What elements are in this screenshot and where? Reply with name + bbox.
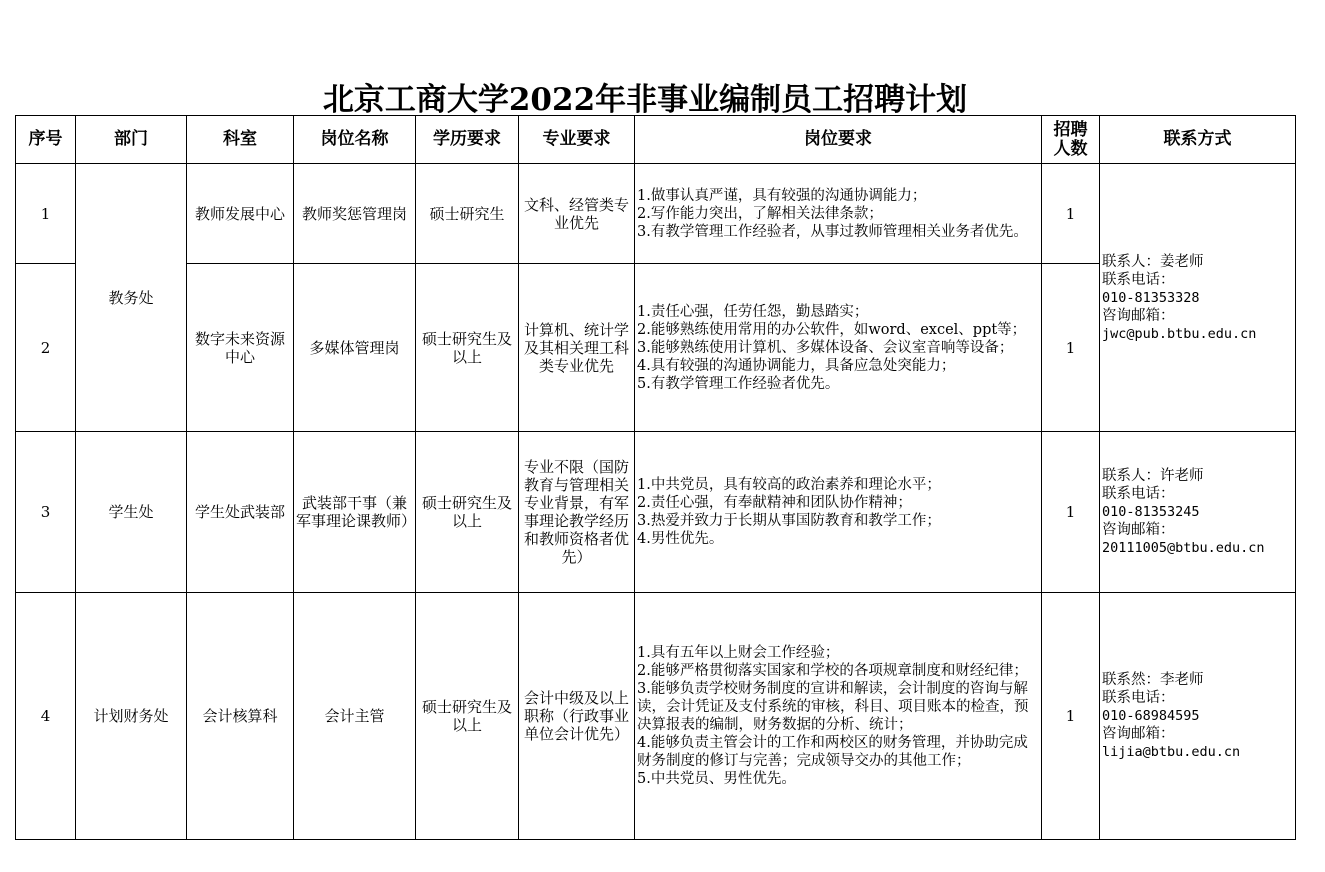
header-requirements: 岗位要求 [635,116,1042,164]
contact-email: 20111005@btbu.edu.cn [1102,540,1265,556]
requirement-line: 4.具有较强的沟通协调能力，具备应急处突能力； [637,357,956,374]
row-education: 硕士研究生及以上 [416,593,519,840]
row-contact [1100,164,1296,432]
row-seq: 4 [16,593,76,840]
row-requirements [635,264,1042,432]
header-count: 招聘人数 [1042,116,1100,164]
table-row [16,593,1296,840]
requirement-line: 1.责任心强，任劳任怨，勤恳踏实； [637,303,869,320]
table-row [16,432,1296,593]
requirement-line: 3.能够熟练使用计算机、多媒体设备、会议室音响等设备； [637,339,1014,356]
row-requirements [635,164,1042,264]
header-major: 专业要求 [519,116,635,164]
header-office: 科室 [187,116,294,164]
header-position: 岗位名称 [294,116,416,164]
row-position: 武装部干事（兼军事理论课教师） [294,432,416,593]
row-position: 多媒体管理岗 [294,264,416,432]
header-education: 学历要求 [416,116,519,164]
row-contact [1100,593,1296,840]
row-contact [1100,432,1296,593]
contact-email-label: 咨询邮箱： [1102,307,1175,324]
requirement-line: 2.能够严格贯彻落实国家和学校的各项规章制度和财经纪律； [637,663,1028,679]
requirement-line: 4.能够负责主管会计的工作和两校区的财务管理，并协助完成财务制度的修订与完善；完成领导交办的其他工作； [637,735,1028,769]
requirement-line: 3.有教学管理工作经验者，从事过教师管理相关业务者优先。 [637,223,1028,240]
requirement-line: 1.中共党员，具有较高的政治素养和理论水平； [637,477,941,493]
row-seq: 2 [16,264,76,432]
row-count: 1 [1042,264,1100,432]
header-seq: 序号 [16,116,76,164]
row-education: 硕士研究生及以上 [416,264,519,432]
recruitment-table [15,115,1296,840]
row-major: 会计中级及以上职称（行政事业单位会计优先） [519,593,635,840]
row-office: 教师发展中心 [187,164,294,264]
contact-person: 联系人：姜老师 [1102,253,1204,270]
contact-phone-label: 联系电话： [1102,271,1175,288]
row-dept: 计划财务处 [76,593,187,840]
contact-phone-label: 联系电话： [1102,690,1175,706]
requirement-line: 2.写作能力突出，了解相关法律条款； [637,205,883,222]
contact-person: 联系然：李老师 [1102,672,1204,688]
requirement-line: 4.男性优先。 [637,531,724,547]
contact-email-label: 咨询邮箱： [1102,726,1175,742]
requirement-line: 2.责任心强，有奉献精神和团队协作精神； [637,495,912,511]
row-requirements [635,593,1042,840]
contact-phone: 010-68984595 [1102,708,1200,724]
row-office: 数字未来资源中心 [187,264,294,432]
contact-phone-label: 联系电话： [1102,486,1175,502]
row-dept: 教务处 [76,164,187,432]
row-office: 会计核算科 [187,593,294,840]
requirement-line: 2.能够熟练使用常用的办公软件，如word、excel、ppt等； [637,321,1027,338]
row-major: 文科、经管类专业优先 [519,164,635,264]
row-count: 1 [1042,593,1100,840]
requirement-line: 5.有教学管理工作经验者优先。 [637,375,840,392]
contact-email: jwc@pub.btbu.edu.cn [1102,325,1257,342]
requirement-line: 5.中共党员、男性优先。 [637,771,796,787]
requirement-line: 3.能够负责学校财务制度的宣讲和解读，会计制度的咨询与解读，会计凭证及支付系统的审核，科目、项目账本的检查，预决算报表的编制，财务数据的分析、统计； [637,681,1029,733]
row-position: 教师奖惩管理岗 [294,164,416,264]
header-row [16,116,1296,164]
page-title: 北京工商大学2022年非事业编制员工招聘计划 [322,82,968,118]
contact-email: lijia@btbu.edu.cn [1102,744,1241,760]
contact-email-label: 咨询邮箱： [1102,522,1175,538]
row-office: 学生处武装部 [187,432,294,593]
row-count: 1 [1042,164,1100,264]
row-count: 1 [1042,432,1100,593]
row-seq: 3 [16,432,76,593]
table-row [16,164,1296,264]
requirement-line: 1.具有五年以上财会工作经验； [637,645,840,661]
header-contact: 联系方式 [1100,116,1296,164]
requirement-line: 1.做事认真严谨，具有较强的沟通协调能力； [637,187,927,204]
row-seq: 1 [16,164,76,264]
contact-phone: 010-81353328 [1102,289,1200,306]
header-dept: 部门 [76,116,187,164]
requirement-line: 3.热爱并致力于长期从事国防教育和教学工作； [637,513,941,529]
row-education: 硕士研究生 [416,164,519,264]
row-dept: 学生处 [76,432,187,593]
contact-person: 联系人：许老师 [1102,468,1204,484]
row-major: 专业不限（国防教育与管理相关专业背景，有军事理论教学经历和教师资格者优先） [519,432,635,593]
row-education: 硕士研究生及以上 [416,432,519,593]
row-requirements [635,432,1042,593]
row-major: 计算机、统计学及其相关理工科类专业优先 [519,264,635,432]
contact-phone: 010-81353245 [1102,504,1200,520]
row-position: 会计主管 [294,593,416,840]
